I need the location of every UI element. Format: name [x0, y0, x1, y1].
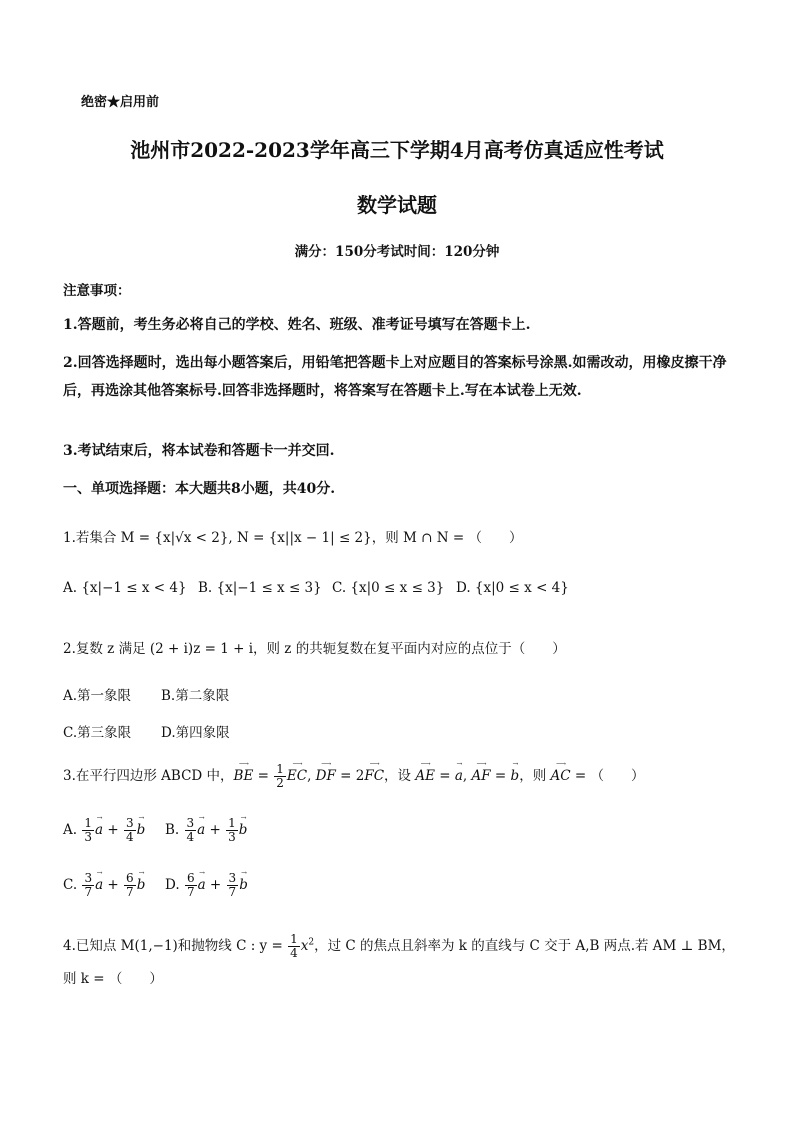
question-2-stem: 2.复数 z 满足 (2 + i)z = 1 + i，则 z 的共轭复数在复平面内对应的点位于（ ）: [63, 641, 566, 657]
note-item: 2.回答选择题时，选出每小题答案后，用铅笔把答题卡上对应题目的答案标号涂黑.如需改动，用橡皮擦干净后，再选涂其他答案标号.回答非选择题时，将答案写在答题卡上.写在本试卷上无效.: [63, 355, 727, 399]
question-3-option-d: D. $\frac{6}{7}$ → a + $\frac{3}{7}$ → b: [165, 869, 248, 899]
question-1-stem: 1.若集合 M = {x|√x < 2}, N = {x||x − 1| ≤ 2}，则 M ∩ N = （ ）: [63, 530, 523, 546]
question-1-option-b: B. {x|−1 ≤ x ≤ 3}: [198, 580, 322, 596]
question-1-option-d: D. {x|0 ≤ x < 4}: [456, 580, 569, 596]
section-title: 一、单项选择题：本大题共8小题，共40分.: [63, 481, 336, 497]
question-3-suffix: （ ）: [590, 768, 645, 784]
note-item: 1.答题前，考生务必将自己的学校、姓名、班级、准考证号填写在答题卡上.: [63, 317, 531, 333]
question-1-option-a: A. {x|−1 ≤ x < 4}: [63, 580, 187, 596]
question-3-option-b: B. $\frac{3}{4}$ → a + $\frac{1}{3}$ → b: [165, 814, 248, 844]
confidential-label: 绝密★启用前: [81, 95, 160, 110]
question-4-prefix: 4.已知点 M(1,−1)和抛物线 C : y =: [63, 938, 283, 954]
question-3-formula-given: ⟶ BE = $\frac{1}{2}$ ⟶ EC, ⟶ DF = 2 ⟶ FC: [233, 760, 385, 790]
question-4-line-2: 则 k = （ ）: [63, 971, 163, 987]
question-2-option-b: B.第二象限: [161, 688, 230, 704]
question-1-option-c: C. {x|0 ≤ x ≤ 3}: [332, 580, 445, 596]
question-3-option-c: C. $\frac{3}{7}$ → a + $\frac{6}{7}$ → b: [63, 869, 146, 899]
question-3-formula-let: ⟶ AE = → a, ⟶ AF = → b: [415, 760, 520, 784]
question-2-option-d: D.第四象限: [161, 725, 230, 741]
exam-subtitle: 数学试题: [357, 193, 437, 217]
exam-meta: 满分：150分考试时间：120分钟: [294, 244, 500, 260]
question-3-stem: [63, 760, 645, 790]
notes-heading: 注意事项：: [63, 283, 131, 299]
note-item: 3.考试结束后，将本试卷和答题卡一并交回.: [63, 443, 335, 459]
question-3-prefix: 3.在平行四边形 ABCD 中，: [63, 768, 234, 784]
exam-title: 池州市2022-2023学年高三下学期4月高考仿真适应性考试: [130, 138, 664, 162]
question-2-option-c: C.第三象限: [63, 725, 132, 741]
question-2-option-a: A.第一象限: [63, 688, 132, 704]
question-4-suffix: ，过 C 的焦点且斜率为 k 的直线与 C 交于 A,B 两点.若 AM ⊥ BM，: [314, 938, 735, 954]
question-3-formula-target: ⟶ AC =: [550, 760, 587, 784]
question-3-option-a: A. $\frac{1}{3}$ → a + $\frac{3}{4}$ → b: [63, 814, 146, 844]
question-3-mid-2: ，则: [519, 768, 547, 784]
question-3-mid-1: ，设: [384, 768, 412, 784]
question-4-stem: 4.已知点 M(1,−1)和抛物线 C : y = $\frac{1}{4}$ $x^2$，过 C 的焦点且斜率为 k 的直线与 C 交于 A,B 两点.若 AM ⊥ BM，: [63, 932, 735, 960]
question-4-fraction: $\frac{1}{4}$: [290, 932, 298, 960]
